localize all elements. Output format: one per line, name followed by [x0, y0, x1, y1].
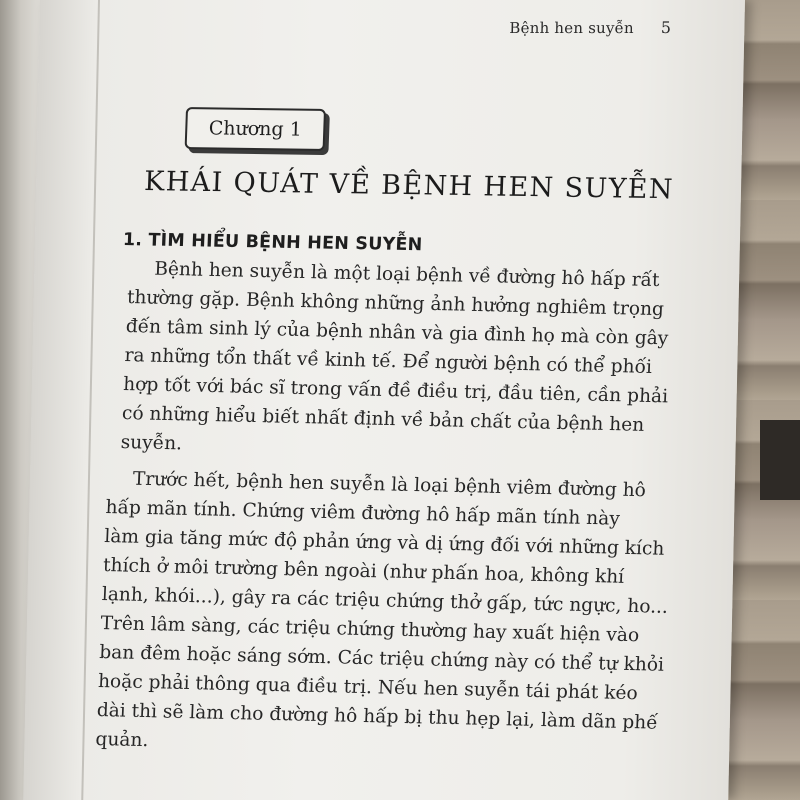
section-heading: 1. TÌM HIỂU BỆNH HEN SUYỄN	[122, 230, 423, 256]
chapter-title: KHÁI QUÁT VỀ BỆNH HEN SUYỄN	[143, 166, 675, 206]
text-line: lạnh, khói...), gây ra các triệu chứng thở gấp, tức ngực, ho...	[101, 584, 669, 618]
text-line: hợp tốt với bác sĩ trong vấn đề điều trị, đầu tiên, cần phải	[122, 373, 669, 408]
text-line: có những hiểu biết nhất định về bản chất của bệnh hen	[121, 402, 645, 436]
text-line: hấp mãn tính. Chứng viêm đường hô hấp mãn tính này	[105, 497, 621, 530]
text-line: ra những tổn thất về kinh tế. Để người bệnh có thể phối	[124, 345, 653, 378]
text-line: ban đêm hoặc sáng sớm. Các triệu chứng này có thể tự khỏi	[98, 641, 665, 676]
text-line: quản.	[95, 728, 149, 752]
paragraph-1	[120, 254, 728, 471]
book-page	[23, 0, 745, 800]
text-line: suyễn.	[120, 431, 183, 455]
text-line: Trước hết, bệnh hen suyễn là loại bệnh viêm đường hô	[132, 468, 647, 502]
text-line: hoặc phải thông qua điều trị. Nếu hen suyễn tái phát kéo	[97, 670, 639, 705]
chapter-label-box	[185, 107, 326, 151]
text-line: thường gặp. Bệnh không những ảnh hưởng nghiêm trọng	[126, 287, 665, 321]
running-head	[509, 18, 709, 37]
paragraph-2	[95, 464, 707, 768]
running-head-title: Bệnh hen suyễn	[509, 19, 635, 37]
text-line: Trên lâm sàng, các triệu chứng thường hay xuất hiện vào	[100, 612, 640, 647]
chapter-label: Chương 1	[208, 117, 303, 141]
text-line: thích ở môi trường bên ngoài (như phấn hoa, không khí	[102, 555, 625, 588]
text-line: đến tâm sinh lý của bệnh nhân và gia đình họ mà còn gây	[125, 316, 669, 350]
text-line: Bệnh hen suyễn là một loại bệnh về đường hô hấp rất	[153, 258, 660, 292]
background-shadow	[760, 420, 800, 500]
text-line: làm gia tăng mức độ phản ứng và dị ứng đối với những kích	[103, 526, 665, 560]
page-number: 5	[660, 18, 672, 37]
text-line: dài thì sẽ làm cho đường hô hấp bị thu hẹp lại, làm dãn phế	[96, 699, 659, 734]
